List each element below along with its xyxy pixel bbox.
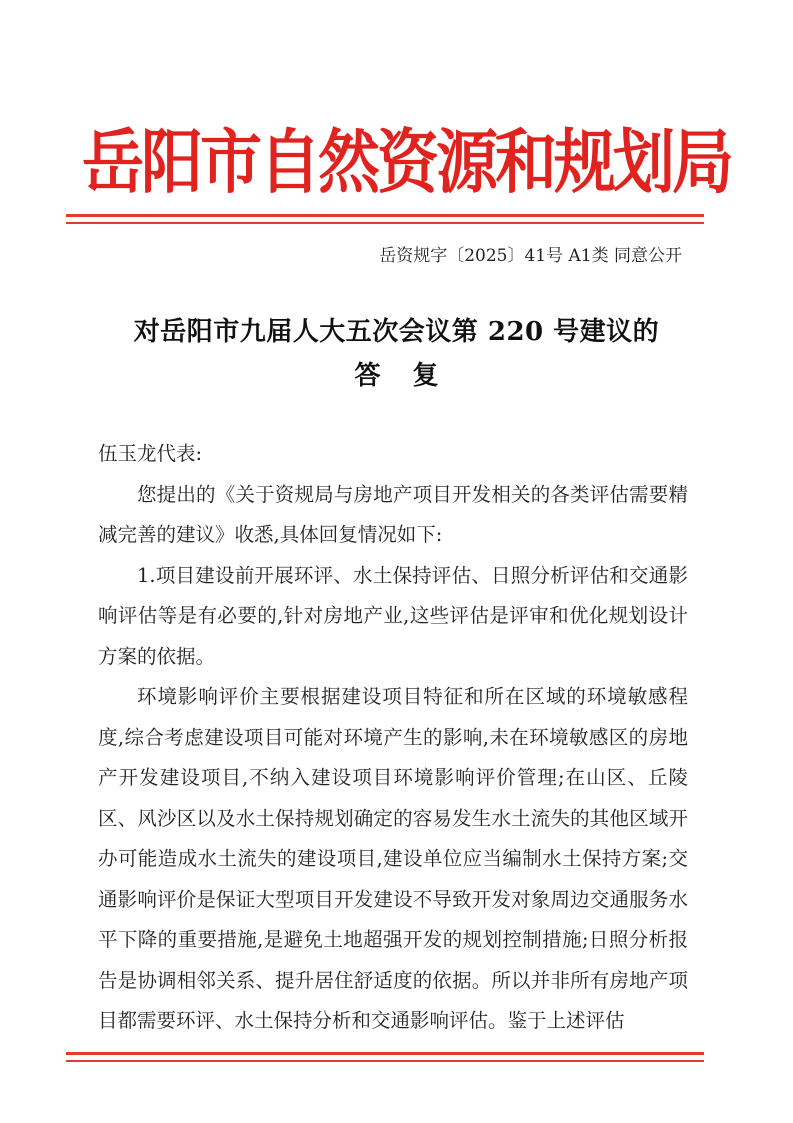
body-paragraph: 您提出的《关于资规局与房地产项目开发相关的各类评估需要精减完善的建议》收悉,具体回复情况如下: <box>98 482 688 546</box>
document-title-line1: 对岳阳市九届人大五次会议第 220 号建议的 <box>133 317 660 347</box>
header-red-rule-thin <box>66 222 704 224</box>
body-paragraph: 环境影响评价主要根据建设项目特征和所在区域的环境敏感程度,综合考虑建设项目可能对环境产生的影响,未在环境敏感区的房地产开发建设项目,不纳入建设项目环境影响评价管理;在山区、丘陵区、风沙区以及水土保持规划确定的容易发生水土流失的其他区域开办可能造成水土流失的建设项目,建设单位应当编制水土保持方案;交通影响评价是保证大型项目开发建设不导致开发对象周边交通服务水平下降的重要措施,是避免土地超强开发的规划控制措施;日照分析报告是协调相邻关系、提升居住舒适度的依据。所以并非所有房地产项目都需要环评、水土保持分析和交通影响评估。鉴于上述评估 <box>98 685 688 1032</box>
footer-red-rule-thick <box>66 1052 704 1055</box>
document-body <box>98 434 688 1042</box>
document-number: 岳资规字〔2025〕41号 A1类 同意公开 <box>379 246 682 266</box>
footer-red-rule-thin <box>66 1060 704 1062</box>
body-paragraph: 1.项目建设前开展环评、水土保持评估、日照分析评估和交通影响评估等是有必要的,针对房地产业,这些评估是评审和优化规划设计方案的依据。 <box>98 563 688 668</box>
organization-letterhead: 岳阳市自然资源和规划局 <box>82 120 732 203</box>
header-red-rule-thick <box>66 214 704 217</box>
salutation: 伍玉龙代表: <box>98 442 203 465</box>
document-title-line2: 答复 <box>354 361 471 391</box>
